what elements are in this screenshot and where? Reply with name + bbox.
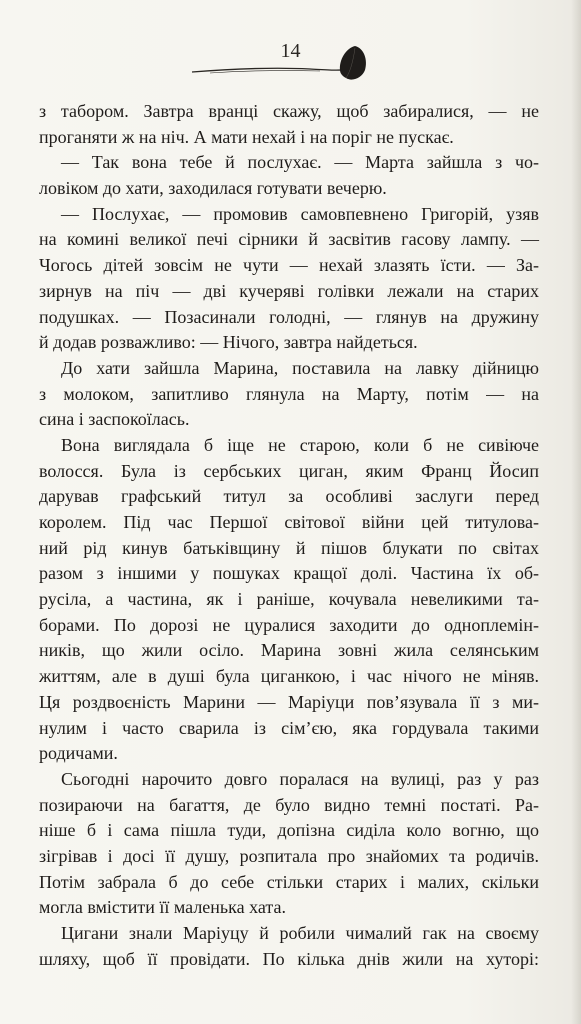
body-text	[39, 99, 539, 972]
text-line: Сьогодні нарочито довго поралася на вулиці, раз у раз	[61, 768, 539, 789]
text-line: родичами.	[39, 743, 118, 764]
text-line: дарував графський титул за особливі заслуги перед	[39, 486, 539, 507]
text-line: з молоком, запитливо глянула на Марту, потім — на	[39, 383, 539, 404]
text-line: могла вмістити її маленька хата.	[39, 897, 286, 918]
text-line: життям, але в душі була циганкою, і час нічого не міняв.	[39, 666, 539, 687]
text-line: на комині великої печі сірники й засвітив гасову лампу. —	[39, 229, 539, 250]
text-line: волосся. Була із сербських циган, яким Франц Йосип	[39, 460, 539, 481]
text-line: королем. Під час Першої світової війни цей титулова-	[39, 512, 539, 532]
leaf-ornament-icon	[190, 42, 380, 88]
text-line: Вона виглядала б іще не старою, коли б не сивіюче	[61, 434, 539, 455]
page-number: 14	[280, 40, 301, 62]
text-line: подушках. — Позасинали голодні, — глянув на дружину	[39, 306, 539, 327]
text-line: проганяти ж на ніч. А мати нехай і на поріг не пускає.	[39, 126, 454, 147]
text-line: Ця роздвоєність Марини — Маріуци пов’язувала її з ми-	[39, 691, 539, 712]
text-line: разом з іншими у пошуках кращої долі. Частина їх об-	[39, 563, 539, 584]
text-line: з табором. Завтра вранці скажу, щоб забиралися, — не	[39, 101, 539, 121]
text-line: ловіком до хати, заходилася готувати вечерю.	[39, 178, 387, 199]
text-line: русіла, а частина, як і раніше, кочувала невеликими та-	[39, 589, 539, 610]
text-line: Потім забрала б до себе стільки старих і малих, скільки	[39, 871, 539, 892]
text-line: зирнув на піч — дві кучеряві голівки лежали на старих	[39, 280, 539, 301]
text-line: й додав розважливо: — Нічого, завтра найдеться.	[39, 332, 418, 353]
text-line: нулим і часто сварила із сім’єю, яка гордувала такими	[39, 717, 539, 738]
text-line: — Так вона тебе й послухає. — Марта зайшла з чо-	[61, 152, 539, 173]
text-line: ніше б і сама пішла туди, допізна сиділа коло вогню, що	[39, 820, 539, 841]
page-spine-shadow	[571, 0, 581, 1024]
text-line: зігрівав і досі її душу, розпитала про знайомих та родичів.	[39, 845, 539, 866]
text-line: — Послухає, — промовив самовпевнено Григорій, узяв	[61, 203, 539, 224]
text-line: ний рід кинув батьківщину й пішов блукати по світах	[39, 537, 539, 558]
text-line: сина і заспокоїлась.	[39, 409, 190, 430]
text-line: ників, що жили осіло. Марина зовні жила селянським	[39, 640, 539, 661]
text-line: Цигани знали Маріуцу й робили чималий гак на своєму	[61, 923, 539, 943]
text-line: борами. По дорозі не цуралися заходити до одноплемін-	[39, 614, 539, 635]
text-line: шляху, щоб її провідати. По кілька днів жили на хуторі:	[39, 948, 539, 969]
text-line: До хати зайшла Марина, поставила на лавку дійницю	[61, 357, 539, 378]
text-line: Чогось дітей зовсім не чути — нехай злазять їсти. — За-	[39, 255, 539, 276]
text-line: позираючи на багаття, де було видно темні постаті. Ра-	[39, 794, 539, 815]
